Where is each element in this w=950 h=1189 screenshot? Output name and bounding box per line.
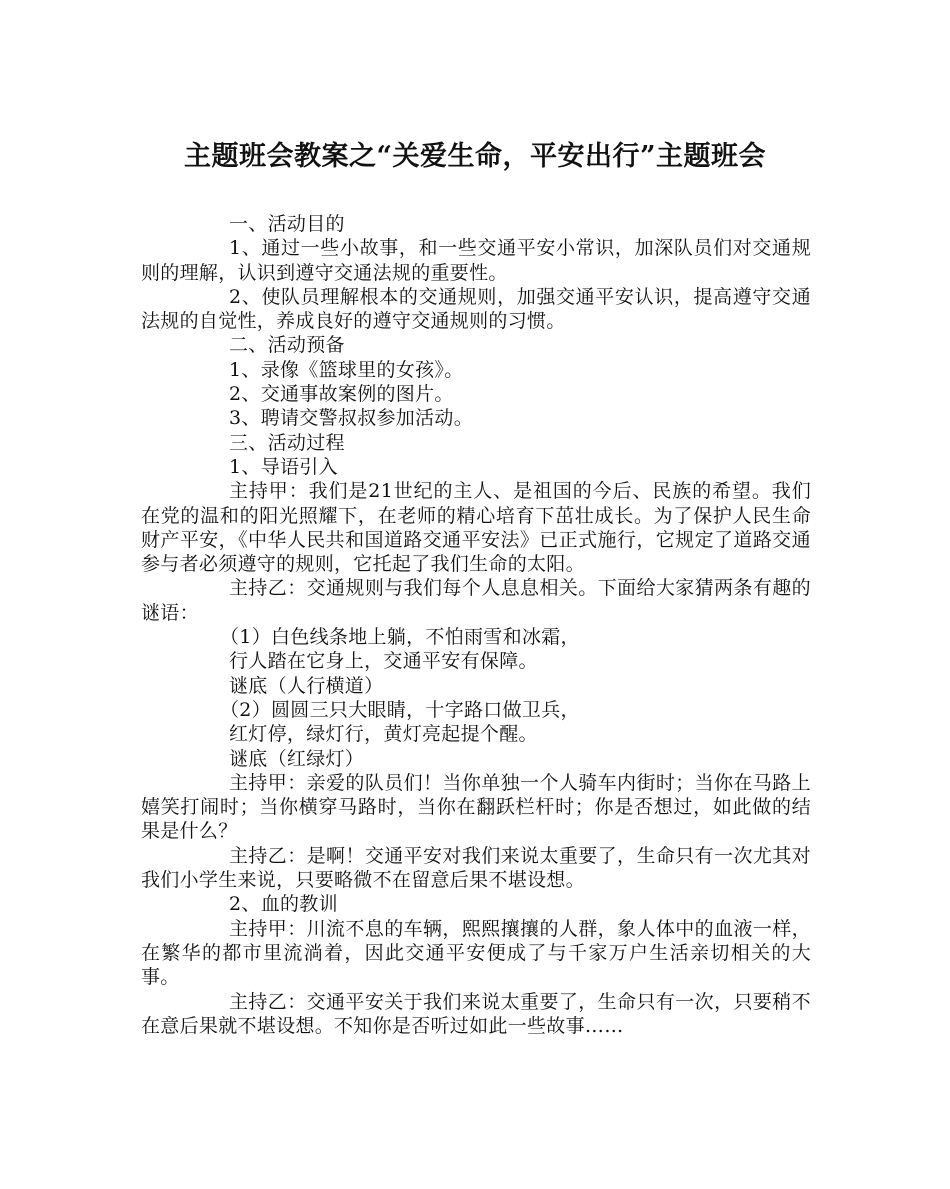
- section-heading: 二、活动预备: [229, 334, 345, 357]
- subsection-heading: 1、导语引入: [229, 455, 338, 478]
- riddle-line: 行人踏在它身上，交通平安有保障。: [229, 650, 538, 673]
- paragraph: 主持乙：是啊！交通平安对我们来说太重要了，生命只有一次尤其对我们小学生来说，只要略微不在留意后果不堪设想。: [141, 844, 811, 892]
- riddle-line: （2）圆圆三只大眼睛，十字路口做卫兵，: [220, 698, 580, 721]
- paragraph: 2、使队员理解根本的交通规则，加强交通平安认识，提高遵守交通法规的自觉性，养成良好的遵守交通规则的习惯。: [141, 285, 811, 333]
- riddle-line: （1）白色线条地上躺，不怕雨雪和冰霜，: [220, 626, 580, 649]
- section-heading: 一、活动目的: [229, 213, 345, 235]
- paragraph: 主持甲：我们是21世纪的主人、是祖国的今后、民族的希望。我们在党的温和的阳光照耀下，在老师的精心培育下茁壮成长。为了保护人民生命财产平安，《中华人民共和国道路交通平安法》已正式施行，它规定了道路交通参与者必须遵守的规则，它托起了我们生命的太阳。: [141, 480, 811, 576]
- list-item: 3、聘请交警叔叔参加活动。: [229, 407, 473, 430]
- list-item: 1、录像《篮球里的女孩》。: [229, 358, 464, 381]
- paragraph: 主持甲：川流不息的车辆，熙熙攘攘的人群，象人体中的血液一样，在繁华的都市里流淌着，因此交通平安便成了与千家万户生活亲切相关的大事。: [141, 917, 811, 989]
- riddle-answer: 谜底（人行横道）: [229, 674, 384, 697]
- paragraph: 主持甲：亲爱的队员们！当你单独一个人骑车内街时；当你在马路上嬉笑打闹时；当你横穿马路时，当你在翻跃栏杆时；你是否想过，如此做的结果是什么？: [141, 771, 811, 843]
- paragraph: 主持乙：交通平安关于我们来说太重要了，生命只有一次，只要稍不在意后果就不堪设想。不知你是否听过如此一些故事……: [141, 990, 811, 1037]
- page-title: 主题班会教案之“关爱生命，平安出行”主题班会: [183, 141, 767, 172]
- paragraph: 主持乙：交通规则与我们每个人息息相关。下面给大家猜两条有趣的谜语：: [141, 577, 811, 624]
- paragraph: 1、通过一些小故事，和一些交通平安小常识，加深队员们对交通规则的理解，认识到遵守交通法规的重要性。: [141, 237, 811, 284]
- riddle-answer: 谜底（红绿灯）: [229, 747, 365, 770]
- list-item: 2、交通事故案例的图片。: [229, 383, 454, 406]
- subsection-heading: 2、血的教训: [229, 893, 338, 916]
- document-body: [141, 212, 811, 1038]
- section-heading: 三、活动过程: [229, 431, 345, 454]
- riddle-line: 红灯停，绿灯行，黄灯亮起提个醒。: [229, 723, 538, 746]
